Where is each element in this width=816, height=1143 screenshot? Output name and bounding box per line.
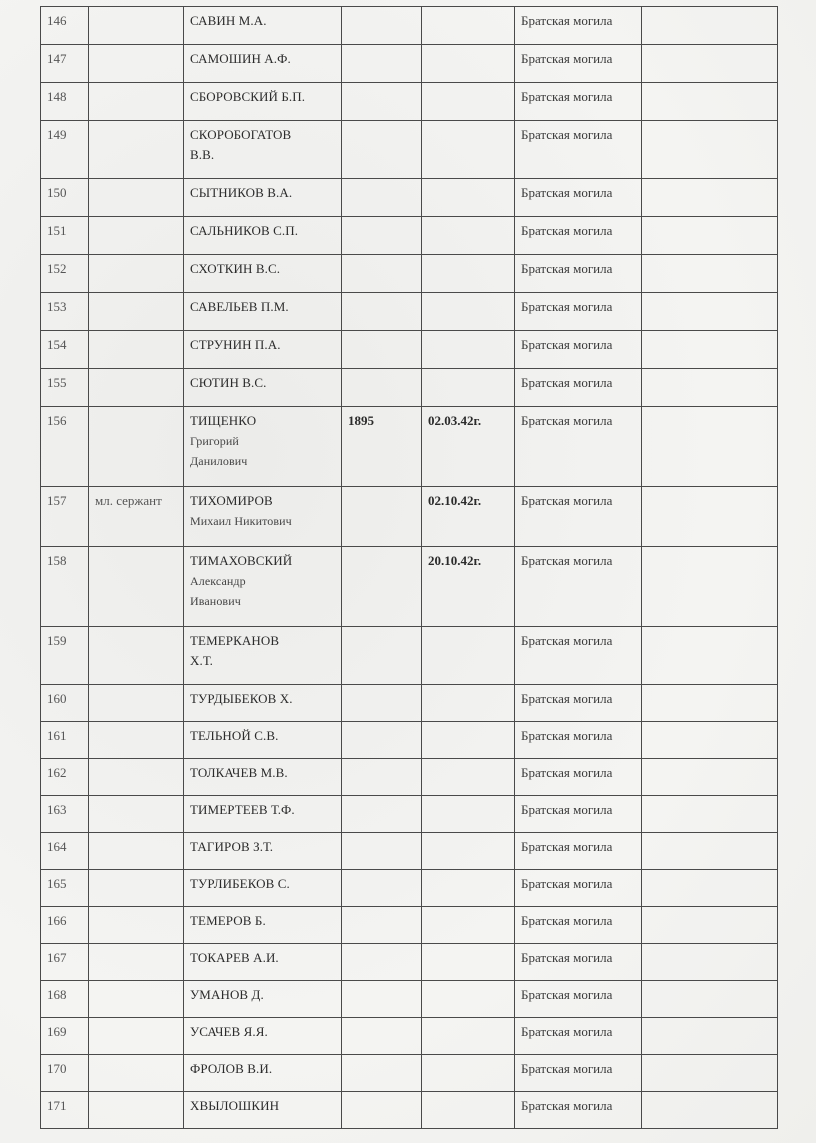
row-number: 154 xyxy=(41,331,89,369)
name-line: ТУРДЫБЕКОВ Х. xyxy=(190,691,293,706)
row-number: 156 xyxy=(41,407,89,487)
name-line: СЮТИН В.С. xyxy=(190,375,267,390)
birth-year-cell xyxy=(342,83,422,121)
table-row xyxy=(41,217,778,255)
name-cell xyxy=(184,369,342,407)
name-cell xyxy=(184,255,342,293)
name-cell xyxy=(184,217,342,255)
rank-cell xyxy=(89,83,184,121)
name-cell xyxy=(184,121,342,179)
row-number: 168 xyxy=(41,981,89,1018)
name-cell xyxy=(184,179,342,217)
name-line: САМОШИН А.Ф. xyxy=(190,51,291,66)
death-date-cell xyxy=(422,255,515,293)
death-date-cell xyxy=(422,685,515,722)
table-row xyxy=(41,7,778,45)
name-line: СХОТКИН В.С. xyxy=(190,261,281,276)
notes-cell xyxy=(642,331,778,369)
name-cell xyxy=(184,944,342,981)
table-row xyxy=(41,833,778,870)
death-date-cell xyxy=(422,944,515,981)
death-date-cell: 02.10.42г. xyxy=(422,487,515,547)
notes-cell xyxy=(642,121,778,179)
table-row xyxy=(41,293,778,331)
death-date-cell xyxy=(422,1018,515,1055)
name-line: Александр xyxy=(190,574,246,588)
burial-register-table xyxy=(40,6,778,1129)
table-row xyxy=(41,1055,778,1092)
birth-year-cell xyxy=(342,179,422,217)
row-number: 149 xyxy=(41,121,89,179)
birth-year-cell: 1895 xyxy=(342,407,422,487)
death-date-cell xyxy=(422,759,515,796)
rank-cell xyxy=(89,331,184,369)
death-date-cell xyxy=(422,369,515,407)
burial-place-cell: Братская могила xyxy=(515,1018,642,1055)
death-date-cell xyxy=(422,217,515,255)
name-cell xyxy=(184,796,342,833)
rank-cell xyxy=(89,981,184,1018)
burial-place-cell: Братская могила xyxy=(515,547,642,627)
rank-cell xyxy=(89,255,184,293)
death-date-cell xyxy=(422,7,515,45)
name-cell xyxy=(184,833,342,870)
notes-cell xyxy=(642,796,778,833)
death-date-cell xyxy=(422,627,515,685)
name-cell xyxy=(184,685,342,722)
birth-year-cell xyxy=(342,487,422,547)
death-date-cell: 02.03.42г. xyxy=(422,407,515,487)
name-cell xyxy=(184,7,342,45)
death-date-cell xyxy=(422,907,515,944)
table-row xyxy=(41,722,778,759)
birth-year-cell xyxy=(342,255,422,293)
name-cell xyxy=(184,907,342,944)
death-date-cell xyxy=(422,121,515,179)
birth-year-cell xyxy=(342,45,422,83)
name-line: СТРУНИН П.А. xyxy=(190,337,281,352)
name-line: Михаил Никитович xyxy=(190,514,292,528)
rank-cell xyxy=(89,627,184,685)
birth-year-cell xyxy=(342,685,422,722)
name-cell xyxy=(184,1092,342,1129)
burial-place-cell: Братская могила xyxy=(515,487,642,547)
table-row xyxy=(41,83,778,121)
name-line: СБОРОВСКИЙ Б.П. xyxy=(190,89,306,104)
notes-cell xyxy=(642,547,778,627)
name-cell xyxy=(184,331,342,369)
row-number: 158 xyxy=(41,547,89,627)
burial-place-cell: Братская могила xyxy=(515,407,642,487)
name-line: ФРОЛОВ В.И. xyxy=(190,1061,273,1076)
row-number: 152 xyxy=(41,255,89,293)
rank-cell xyxy=(89,722,184,759)
birth-year-cell xyxy=(342,121,422,179)
table-row xyxy=(41,1018,778,1055)
burial-place-cell: Братская могила xyxy=(515,627,642,685)
name-line: ТУРЛИБЕКОВ С. xyxy=(190,876,290,891)
name-line: ТОКАРЕВ А.И. xyxy=(190,950,279,965)
burial-place-cell: Братская могила xyxy=(515,907,642,944)
name-line: ТИМАХОВСКИЙ xyxy=(190,553,293,568)
name-line: САЛЬНИКОВ С.П. xyxy=(190,223,299,238)
name-cell xyxy=(184,759,342,796)
birth-year-cell xyxy=(342,833,422,870)
name-line: СКОРОБОГАТОВ xyxy=(190,127,292,142)
name-line: ТОЛКАЧЕВ М.В. xyxy=(190,765,288,780)
notes-cell xyxy=(642,293,778,331)
row-number: 170 xyxy=(41,1055,89,1092)
notes-cell xyxy=(642,45,778,83)
birth-year-cell xyxy=(342,870,422,907)
notes-cell xyxy=(642,759,778,796)
birth-year-cell xyxy=(342,7,422,45)
birth-year-cell xyxy=(342,217,422,255)
burial-place-cell: Братская могила xyxy=(515,121,642,179)
notes-cell xyxy=(642,722,778,759)
name-line: ТЕЛЬНОЙ С.В. xyxy=(190,728,279,743)
birth-year-cell xyxy=(342,627,422,685)
name-line: ТЕМЕРКАНОВ xyxy=(190,633,280,648)
rank-cell xyxy=(89,121,184,179)
table-row xyxy=(41,331,778,369)
name-cell xyxy=(184,627,342,685)
rank-cell xyxy=(89,1055,184,1092)
row-number: 165 xyxy=(41,870,89,907)
rank-cell xyxy=(89,685,184,722)
burial-place-cell: Братская могила xyxy=(515,83,642,121)
row-number: 160 xyxy=(41,685,89,722)
table-body xyxy=(41,7,778,1129)
name-line: ТИЩЕНКО xyxy=(190,413,257,428)
death-date-cell xyxy=(422,83,515,121)
row-number: 171 xyxy=(41,1092,89,1129)
rank-cell xyxy=(89,1092,184,1129)
notes-cell xyxy=(642,907,778,944)
row-number: 167 xyxy=(41,944,89,981)
burial-place-cell: Братская могила xyxy=(515,1092,642,1129)
birth-year-cell xyxy=(342,944,422,981)
rank-cell xyxy=(89,293,184,331)
table-row xyxy=(41,369,778,407)
table-row xyxy=(41,45,778,83)
notes-cell xyxy=(642,1018,778,1055)
name-line: ТИМЕРТЕЕВ Т.Ф. xyxy=(190,802,295,817)
table-row xyxy=(41,121,778,179)
table-row xyxy=(41,796,778,833)
notes-cell xyxy=(642,487,778,547)
notes-cell xyxy=(642,833,778,870)
table-row xyxy=(41,487,778,547)
death-date-cell xyxy=(422,833,515,870)
death-date-cell xyxy=(422,179,515,217)
name-cell xyxy=(184,487,342,547)
rank-cell xyxy=(89,407,184,487)
name-line: ТЕМЕРОВ Б. xyxy=(190,913,266,928)
table-row xyxy=(41,407,778,487)
row-number: 169 xyxy=(41,1018,89,1055)
rank-cell xyxy=(89,547,184,627)
row-number: 164 xyxy=(41,833,89,870)
name-line: ТАГИРОВ З.Т. xyxy=(190,839,274,854)
row-number: 157 xyxy=(41,487,89,547)
name-cell xyxy=(184,981,342,1018)
burial-place-cell: Братская могила xyxy=(515,722,642,759)
birth-year-cell xyxy=(342,369,422,407)
name-line: Григорий xyxy=(190,434,239,448)
row-number: 166 xyxy=(41,907,89,944)
burial-place-cell: Братская могила xyxy=(515,293,642,331)
row-number: 162 xyxy=(41,759,89,796)
name-line: УСАЧЕВ Я.Я. xyxy=(190,1024,268,1039)
rank-cell xyxy=(89,907,184,944)
table-row xyxy=(41,627,778,685)
birth-year-cell xyxy=(342,331,422,369)
death-date-cell xyxy=(422,981,515,1018)
burial-place-cell: Братская могила xyxy=(515,331,642,369)
burial-place-cell: Братская могила xyxy=(515,685,642,722)
name-cell xyxy=(184,1018,342,1055)
table-row xyxy=(41,1092,778,1129)
death-date-cell xyxy=(422,331,515,369)
notes-cell xyxy=(642,627,778,685)
row-number: 146 xyxy=(41,7,89,45)
name-line: СЫТНИКОВ В.А. xyxy=(190,185,293,200)
rank-cell xyxy=(89,870,184,907)
rank-cell xyxy=(89,179,184,217)
rank-cell xyxy=(89,796,184,833)
burial-place-cell: Братская могила xyxy=(515,833,642,870)
table-row xyxy=(41,870,778,907)
birth-year-cell xyxy=(342,907,422,944)
birth-year-cell xyxy=(342,293,422,331)
rank-cell xyxy=(89,7,184,45)
row-number: 151 xyxy=(41,217,89,255)
row-number: 159 xyxy=(41,627,89,685)
burial-place-cell: Братская могила xyxy=(515,179,642,217)
notes-cell xyxy=(642,1092,778,1129)
death-date-cell xyxy=(422,870,515,907)
burial-place-cell: Братская могила xyxy=(515,981,642,1018)
row-number: 163 xyxy=(41,796,89,833)
name-line: ХВЫЛОШКИН xyxy=(190,1098,280,1113)
name-cell xyxy=(184,870,342,907)
row-number: 150 xyxy=(41,179,89,217)
notes-cell xyxy=(642,1055,778,1092)
row-number: 161 xyxy=(41,722,89,759)
notes-cell xyxy=(642,407,778,487)
death-date-cell xyxy=(422,722,515,759)
notes-cell xyxy=(642,981,778,1018)
name-line: УМАНОВ Д. xyxy=(190,987,264,1002)
name-line: Х.Т. xyxy=(190,653,213,668)
notes-cell xyxy=(642,179,778,217)
rank-cell xyxy=(89,759,184,796)
name-cell xyxy=(184,83,342,121)
death-date-cell xyxy=(422,1055,515,1092)
notes-cell xyxy=(642,7,778,45)
birth-year-cell xyxy=(342,1018,422,1055)
row-number: 147 xyxy=(41,45,89,83)
burial-place-cell: Братская могила xyxy=(515,796,642,833)
table-row xyxy=(41,981,778,1018)
rank-cell: мл. сержант xyxy=(89,487,184,547)
death-date-cell: 20.10.42г. xyxy=(422,547,515,627)
burial-place-cell: Братская могила xyxy=(515,1055,642,1092)
name-line: САВИН М.А. xyxy=(190,13,267,28)
burial-place-cell: Братская могила xyxy=(515,45,642,83)
row-number: 153 xyxy=(41,293,89,331)
death-date-cell xyxy=(422,1092,515,1129)
name-line: В.В. xyxy=(190,147,215,162)
table-row xyxy=(41,255,778,293)
table-row xyxy=(41,547,778,627)
name-cell xyxy=(184,1055,342,1092)
burial-place-cell: Братская могила xyxy=(515,759,642,796)
row-number: 148 xyxy=(41,83,89,121)
name-cell xyxy=(184,45,342,83)
notes-cell xyxy=(642,255,778,293)
death-date-cell xyxy=(422,45,515,83)
notes-cell xyxy=(642,944,778,981)
notes-cell xyxy=(642,685,778,722)
notes-cell xyxy=(642,83,778,121)
birth-year-cell xyxy=(342,1092,422,1129)
birth-year-cell xyxy=(342,547,422,627)
name-line: Иванович xyxy=(190,594,241,608)
notes-cell xyxy=(642,870,778,907)
death-date-cell xyxy=(422,293,515,331)
birth-year-cell xyxy=(342,1055,422,1092)
table-row xyxy=(41,907,778,944)
rank-cell xyxy=(89,1018,184,1055)
birth-year-cell xyxy=(342,759,422,796)
name-cell xyxy=(184,547,342,627)
rank-cell xyxy=(89,369,184,407)
row-number: 155 xyxy=(41,369,89,407)
table-row xyxy=(41,685,778,722)
burial-place-cell: Братская могила xyxy=(515,7,642,45)
name-cell xyxy=(184,722,342,759)
notes-cell xyxy=(642,217,778,255)
table-row xyxy=(41,759,778,796)
birth-year-cell xyxy=(342,981,422,1018)
table-row xyxy=(41,944,778,981)
name-cell xyxy=(184,293,342,331)
rank-cell xyxy=(89,217,184,255)
name-line: Данилович xyxy=(190,454,248,468)
rank-cell xyxy=(89,944,184,981)
burial-place-cell: Братская могила xyxy=(515,217,642,255)
name-line: ТИХОМИРОВ xyxy=(190,493,273,508)
table-row xyxy=(41,179,778,217)
birth-year-cell xyxy=(342,796,422,833)
birth-year-cell xyxy=(342,722,422,759)
burial-place-cell: Братская могила xyxy=(515,944,642,981)
rank-cell xyxy=(89,833,184,870)
burial-place-cell: Братская могила xyxy=(515,870,642,907)
name-line: САВЕЛЬЕВ П.М. xyxy=(190,299,289,314)
death-date-cell xyxy=(422,796,515,833)
burial-place-cell: Братская могила xyxy=(515,369,642,407)
notes-cell xyxy=(642,369,778,407)
rank-cell xyxy=(89,45,184,83)
name-cell xyxy=(184,407,342,487)
burial-place-cell: Братская могила xyxy=(515,255,642,293)
